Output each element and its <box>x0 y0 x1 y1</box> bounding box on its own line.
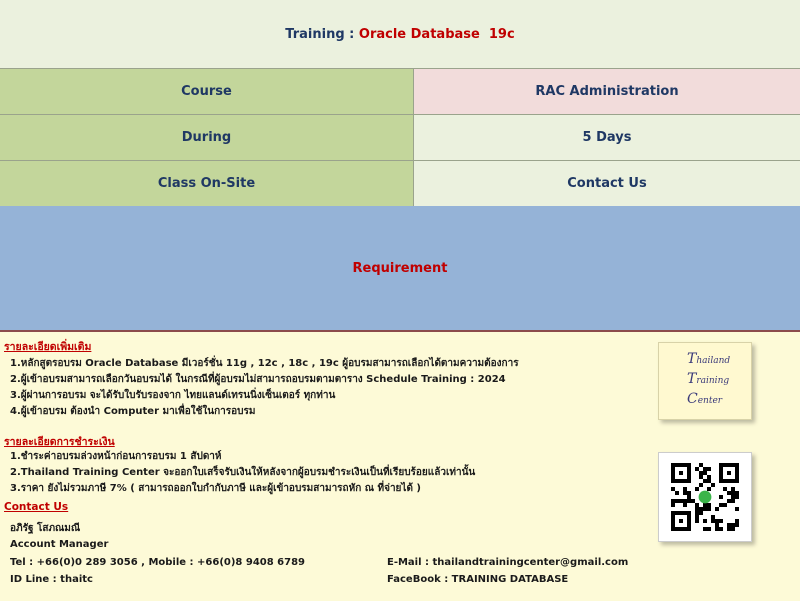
payment-item-2: 2.Thailand Training Center จะออกใบเสร็จรับเงินให้หลังจากผู้อบรมชำระเงินเป็นที่เรียบร้อยแล้วเท่านั้น <box>10 467 476 478</box>
during-row <box>0 115 800 161</box>
logo-line-2: Training <box>687 371 730 387</box>
thailand-training-center-logo <box>658 342 752 420</box>
payment-heading: รายละเอียดการชำระเงิน <box>4 436 115 448</box>
payment-item-1: 1.ชำระค่าอบรมล่วงหน้าก่อนการอบรม 1 สัปดาห์ <box>10 451 222 462</box>
contact-role: Account Manager <box>10 539 109 550</box>
qr-code-graphic <box>671 463 739 531</box>
during-label: During <box>0 115 414 160</box>
details-item-4: 4.ผู้เข้าอบรม ต้องนำ Computer มาเพื่อใช้ในการอบรม <box>10 406 256 417</box>
details-item-1: 1.หลักสูตรอบรม Oracle Database มีเวอร์ชั่น 11g , 12c , 18c , 19c ผู้อบรมสามารถเลือกได้ตามความต้องการ <box>10 358 519 369</box>
class-onsite-row <box>0 161 800 207</box>
payment-item-3: 3.ราคา ยังไม่รวมภาษี 7% ( สามารถออกใบกำกับภาษี และผู้เข้าอบรมสามารถหัก ณ ที่จ่ายได้ ) <box>10 483 421 494</box>
course-label: Course <box>0 69 414 114</box>
contact-line-id: ID Line : thaitc <box>10 574 93 585</box>
logo-line-3: Center <box>687 391 723 407</box>
requirement-section <box>0 206 800 332</box>
contact-heading: Contact Us <box>4 501 69 513</box>
contact-us-value: Contact Us <box>414 161 800 206</box>
line-qr-code-icon[interactable] <box>658 452 752 542</box>
details-heading: รายละเอียดเพิ่มเติม <box>4 341 92 353</box>
requirement-label: Requirement <box>352 260 448 276</box>
title-prefix: Training : <box>285 26 359 42</box>
logo-line-1: Thailand <box>687 351 731 367</box>
course-title: Oracle Database 19c <box>358 26 515 42</box>
details-item-3: 3.ผู้ผ่านการอบรม จะได้รับใบรับรองจาก ไทยแลนด์เทรนนิ่งเซ็นเตอร์ ทุกท่าน <box>10 390 336 401</box>
details-item-2: 2.ผู้เข้าอบรมสามารถเลือกวันอบรมได้ ในกรณีที่ผู้อบรมไม่สามารถอบรมตามตาราง Schedule Training : 2024 <box>10 374 506 385</box>
contact-name: อภิรัฐ โสภณมณี <box>10 523 81 534</box>
course-row <box>0 69 800 115</box>
course-value: RAC Administration <box>414 69 800 114</box>
class-onsite-label: Class On-Site <box>0 161 414 206</box>
contact-facebook: FaceBook : TRAINING DATABASE <box>387 574 569 585</box>
contact-email: E-Mail : thailandtrainingcenter@gmail.com <box>387 557 629 568</box>
contact-tel: Tel : +66(0)0 289 3056 , Mobile : +66(0)8 9408 6789 <box>10 557 306 568</box>
during-value: 5 Days <box>414 115 800 160</box>
title-bar <box>0 0 800 69</box>
